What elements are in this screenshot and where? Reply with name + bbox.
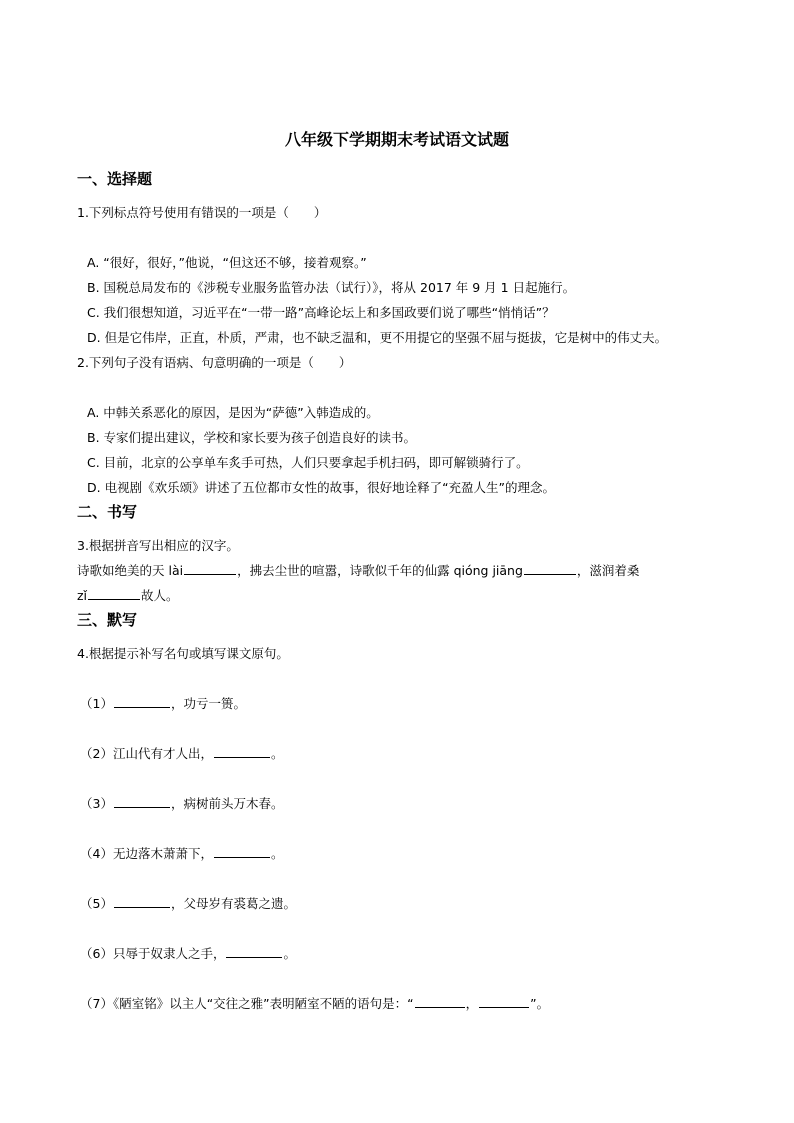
question-1-option-a: A. “很好，很好，”他说，“但这还不够，接着观察。” xyxy=(87,255,367,270)
answer-blank[interactable] xyxy=(479,995,529,1008)
question-2-option-d: D. 电视剧《欢乐颂》讲述了五位都市女性的故事，很好地诠释了“充盈人生”的理念。 xyxy=(87,480,556,495)
question-4-item-3 xyxy=(80,794,283,812)
answer-blank[interactable] xyxy=(114,795,170,808)
item-text-before: 《陋室铭》以主人“交往之雅”表明陋室不陋的语句是：“ xyxy=(112,996,414,1011)
item-text-after: ”。 xyxy=(530,996,550,1011)
item-text-before: 无边落木萧萧下， xyxy=(112,846,213,861)
question-2-option-b: B. 专家们提出建议，学校和家长要为孩子创造良好的读书。 xyxy=(87,430,417,445)
answer-blank[interactable] xyxy=(114,695,170,708)
question-2-stem: 2.下列句子没有语病、句意明确的一项是（ ） xyxy=(77,355,352,370)
question-1-stem: 1.下列标点符号使用有错误的一项是（ ） xyxy=(77,205,327,220)
answer-blank[interactable] xyxy=(214,845,270,858)
question-3-line-1 xyxy=(77,561,639,579)
answer-blank[interactable] xyxy=(226,945,282,958)
question-3-text-1c: ，滋润着桑 xyxy=(576,563,640,578)
item-text-after: ，父母岁有裘葛之遗。 xyxy=(170,896,296,911)
question-4-item-1 xyxy=(80,694,246,712)
item-number: （3） xyxy=(80,796,113,811)
question-3-text-2a: zǐ xyxy=(77,588,88,603)
question-1-option-d: D. 但是它伟岸，正直，朴质，严肃，也不缺乏温和，更不用提它的坚强不屈与挺拔，它是树中的伟丈夫。 xyxy=(87,330,668,345)
question-1-option-c: C. 我们很想知道，习近平在“一带一路”高峰论坛上和多国政要们说了哪些“悄悄话”？ xyxy=(87,305,555,320)
question-2-option-c: C. 目前，北京的公享单车炙手可热，人们只要拿起手机扫码，即可解锁骑行了。 xyxy=(87,455,529,470)
item-text-middle: ， xyxy=(465,996,479,1011)
question-2-option-a: A. 中韩关系恶化的原因，是因为“萨德”入韩造成的。 xyxy=(87,405,379,420)
item-text-before: 只辱于奴隶人之手， xyxy=(112,946,226,961)
question-3-line-2 xyxy=(77,586,179,604)
item-text-after: ，病树前头万木春。 xyxy=(170,796,284,811)
question-4-item-5 xyxy=(80,894,296,912)
question-4-item-2 xyxy=(80,744,283,762)
question-4-item-7 xyxy=(80,994,549,1012)
answer-blank[interactable] xyxy=(214,745,270,758)
item-number: （7） xyxy=(80,996,113,1011)
item-number: （2） xyxy=(80,746,113,761)
answer-blank[interactable] xyxy=(114,895,170,908)
item-number: （6） xyxy=(80,946,113,961)
question-3-text-1b: ，拂去尘世的喧嚣，诗歌似千年的仙露 qióng jiāng xyxy=(237,563,523,578)
question-3-text-1a: 诗歌如绝美的天 lài xyxy=(77,563,184,578)
item-text-after: 。 xyxy=(283,946,296,961)
section-heading-writing: 二、书写 xyxy=(77,503,138,521)
page-title: 八年级下学期期末考试语文试题 xyxy=(284,130,509,149)
item-text-after: 。 xyxy=(270,846,284,861)
answer-blank[interactable] xyxy=(415,995,465,1008)
question-1-option-b: B. 国税总局发布的《涉税专业服务监管办法（试行）》，将从 2017 年 9 月 1 日起施行。 xyxy=(87,280,576,295)
answer-blank[interactable] xyxy=(524,562,576,575)
question-4-stem: 4.根据提示补写名句或填写课文原句。 xyxy=(77,646,289,661)
question-4-item-4 xyxy=(80,844,283,862)
answer-blank[interactable] xyxy=(88,587,140,600)
item-text-before: 江山代有才人出， xyxy=(112,746,213,761)
item-number: （1） xyxy=(80,696,113,711)
section-heading-dictation: 三、默写 xyxy=(77,611,138,629)
item-text-after: ，功亏一篑。 xyxy=(170,696,246,711)
answer-blank[interactable] xyxy=(184,562,236,575)
question-3-stem: 3.根据拼音写出相应的汉字。 xyxy=(77,538,239,553)
question-4-item-6 xyxy=(80,944,296,962)
item-text-after: 。 xyxy=(270,746,284,761)
item-number: （5） xyxy=(80,896,113,911)
section-heading-choice: 一、选择题 xyxy=(77,170,153,188)
question-3-text-2b: 故人。 xyxy=(141,588,179,603)
item-number: （4） xyxy=(80,846,113,861)
